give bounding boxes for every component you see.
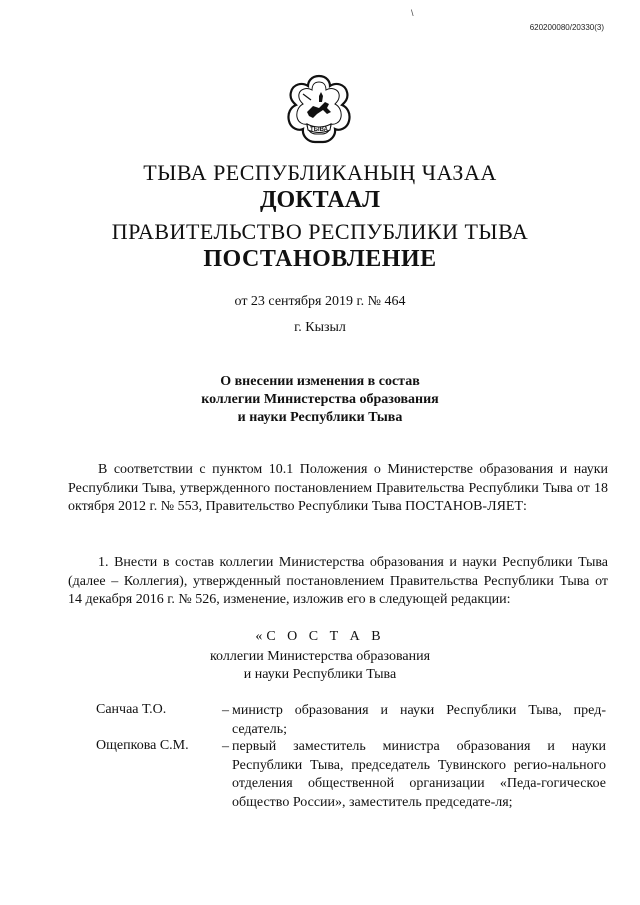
composition-subheading-line: и науки Республики Тыва bbox=[243, 667, 397, 682]
composition-heading: «С О С Т А В bbox=[255, 629, 385, 644]
scan-mark: \ bbox=[411, 8, 414, 18]
subject-line: О внесении изменения в состав bbox=[220, 374, 420, 389]
member-role-text: министр образования и науки Республики Тыва, пред-седатель; bbox=[232, 703, 606, 737]
dash: – bbox=[222, 703, 229, 718]
title-russian-government: ПРАВИТЕЛЬСТВО РЕСПУБЛИКИ ТЫВА bbox=[111, 219, 529, 244]
resolution-subject bbox=[0, 373, 640, 427]
resolution-date-number: от 23 сентября 2019 г. № 464 bbox=[234, 294, 406, 309]
member-role bbox=[222, 702, 606, 739]
document-code: 620200080/20330(3) bbox=[529, 23, 604, 32]
resolution-city: г. Кызыл bbox=[294, 320, 346, 335]
member-role-text: первый заместитель министра образования и науки Республики Тыва, председатель Тувинского регио-нального отделения общественной организации «Педа-гогическое общество России», заместитель председате-ля; bbox=[232, 739, 606, 810]
composition-subheading bbox=[0, 648, 640, 684]
composition-subheading-line: коллегии Министерства образования bbox=[209, 649, 431, 664]
title-russian-resolution: ПОСТАНОВЛЕНИЕ bbox=[203, 246, 437, 272]
member-role bbox=[222, 738, 606, 812]
tuva-coat-of-arms-icon bbox=[283, 72, 355, 146]
member-name: Санчаа Т.О. bbox=[96, 702, 167, 717]
title-tuvan-government: ТЫВА РЕСПУБЛИКАНЫҢ ЧАЗАА bbox=[143, 160, 497, 185]
body-paragraph-preamble: В соответствии с пунктом 10.1 Положения о Министерстве образования и науки Республики Тыва, утвержденного постановлением Правительства Республики Тыва от 18 октября 2012 г. № 553, Правительство Республики Тыва ПОСТАНОВ-ЛЯЕТ: bbox=[68, 462, 608, 514]
dash: – bbox=[222, 739, 229, 754]
subject-line: и науки Республики Тыва bbox=[237, 410, 403, 425]
emblem-text: ТЫВА bbox=[310, 127, 328, 133]
body-paragraph-item-1: 1. Внести в состав коллегии Министерства образования и науки Республики Тыва (далее – Коллегия), утвержденный постановлением Правительства Республики Тыва от 14 декабря 2016 г. № 526, изменение, изложив его в следующей редакции: bbox=[68, 555, 608, 607]
member-name: Ощепкова С.М. bbox=[96, 738, 189, 753]
subject-line: коллегии Министерства образования bbox=[201, 392, 439, 407]
title-tuvan-resolution: ДОКТААЛ bbox=[260, 187, 380, 213]
